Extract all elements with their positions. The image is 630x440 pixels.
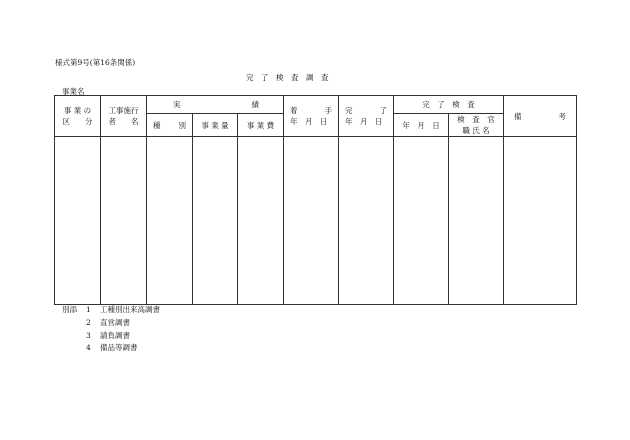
- body-cell-type: [147, 137, 193, 305]
- project-name-label: 事業名: [62, 87, 85, 96]
- header-start-right: 手: [324, 106, 332, 115]
- form-number: 様式第9号(第16条関係): [55, 58, 136, 67]
- header-completion-right: 了: [379, 106, 387, 115]
- body-cell-completion: [339, 137, 394, 305]
- body-cell-category: [55, 137, 101, 305]
- header-project-category: [55, 96, 101, 137]
- header-inspector: [449, 114, 504, 137]
- header-remarks-left: 備: [514, 111, 522, 121]
- body-cell-cost: [238, 137, 284, 305]
- attachment-number: 4: [86, 343, 91, 353]
- attachment-prefix: 別添: [62, 305, 77, 314]
- body-cell-contractor: [101, 137, 147, 305]
- attachment-item: [62, 317, 160, 330]
- attachment-number: 2: [86, 317, 91, 327]
- attachment-item: [62, 342, 160, 355]
- header-start: [284, 96, 339, 137]
- header-inspector-line1: 検 査 官: [457, 115, 495, 124]
- body-cell-inspection-date: [394, 137, 449, 305]
- header-inspection-date: 年 月 日: [394, 114, 449, 137]
- header-project-category-line1: 事 業 の: [63, 106, 92, 115]
- header-project-category-line2: 区 分: [62, 117, 93, 126]
- header-results-right: 績: [251, 100, 259, 109]
- header-completion-inspection: 完 了 検 査: [394, 96, 504, 114]
- inspection-table: [54, 95, 577, 305]
- header-completion-date: 年 月 日: [345, 117, 383, 126]
- header-results-left: 実: [173, 100, 181, 109]
- header-remarks-right: 考: [558, 111, 566, 121]
- body-cell-inspector: [449, 137, 504, 305]
- body-cell-quantity: [193, 137, 238, 305]
- header-contractor-line2: 者 名: [108, 117, 139, 126]
- header-start-left: 着: [290, 106, 298, 115]
- attachment-item: [62, 330, 160, 343]
- document-title: 完 了 検 査 調 査: [246, 73, 329, 82]
- header-inspector-line2: 職 氏 名: [462, 126, 490, 135]
- header-completion: [339, 96, 394, 137]
- header-type-right: 別: [178, 120, 186, 130]
- attachment-item: [62, 304, 160, 317]
- header-cost: 事 業 費: [238, 114, 284, 137]
- attachment-text: 直営調書: [100, 317, 130, 327]
- header-contractor-line1: 工事施行: [108, 106, 139, 115]
- header-type: [147, 114, 193, 137]
- body-cell-start: [284, 137, 339, 305]
- header-start-date: 年 月 日: [290, 117, 328, 126]
- attachments-list: [62, 304, 160, 355]
- header-remarks: [504, 96, 577, 137]
- header-contractor: [101, 96, 147, 137]
- header-completion-left: 完: [345, 106, 353, 115]
- attachment-number: 1: [86, 305, 91, 314]
- attachment-text: 備品等調書: [100, 343, 138, 353]
- header-results: [147, 96, 284, 114]
- attachment-text: 請負調書: [100, 330, 130, 340]
- header-type-left: 種: [153, 120, 161, 130]
- attachment-text: 工種別出来高調書: [100, 305, 160, 314]
- body-cell-remarks: [504, 137, 577, 305]
- header-quantity: 事 業 量: [193, 114, 238, 137]
- attachment-number: 3: [86, 330, 91, 340]
